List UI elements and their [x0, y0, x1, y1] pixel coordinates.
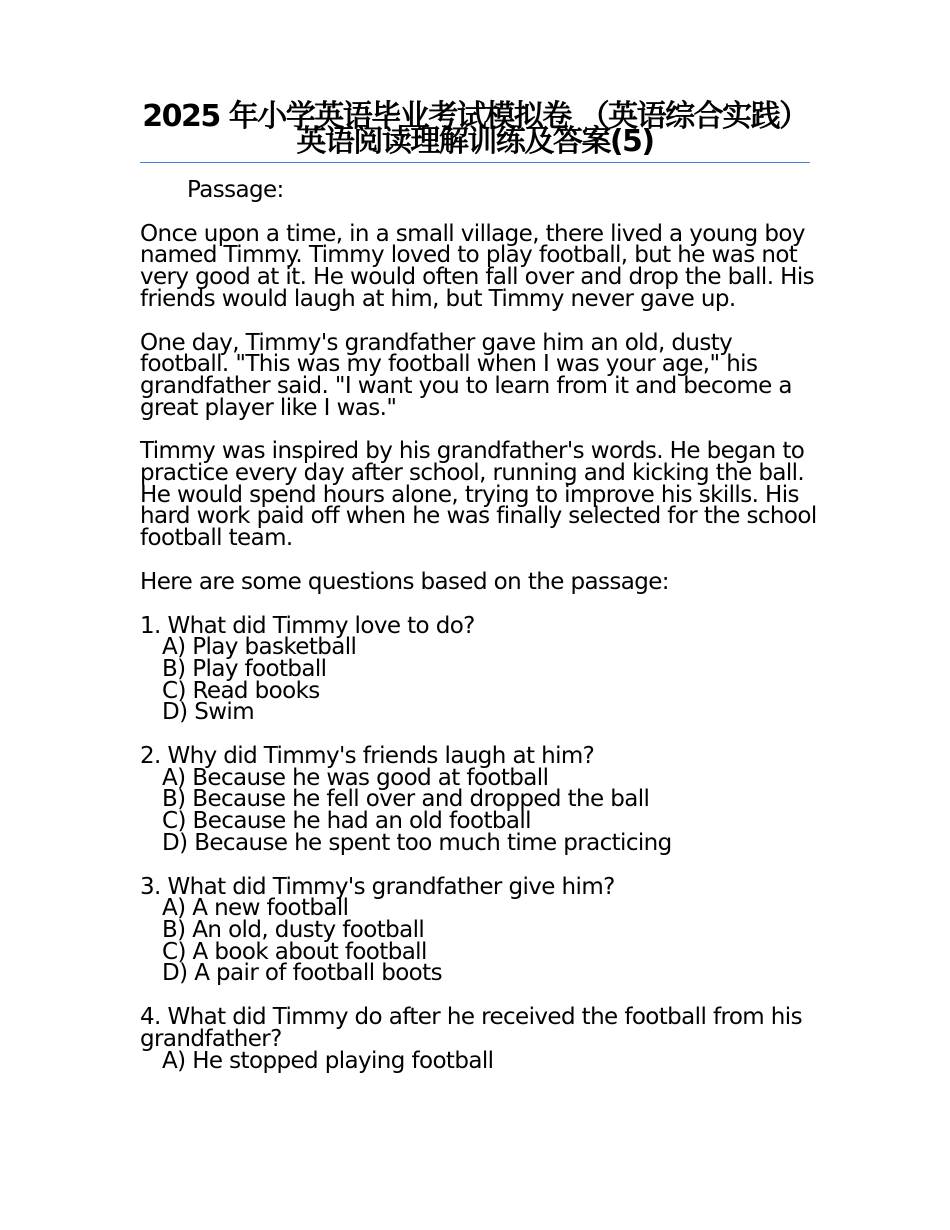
option-d: D) Swim — [162, 699, 255, 726]
question-text: 2. Why did Timmy's friends laugh at him? — [140, 743, 595, 770]
option-c: C) Because he had an old football — [162, 808, 531, 835]
questions-intro: Here are some questions based on the passage: — [140, 568, 669, 595]
question-4 — [140, 1004, 820, 1074]
option-d: D) A pair of football boots — [162, 960, 442, 987]
passage-paragraph-1: Once upon a time, in a small village, there lived a young boy named Timmy. Timmy loved to play football, but he was not very good at it. He would often fall over and drop the ball. His friends would laugh at him, but Timmy never gave up. — [140, 220, 815, 312]
passage-label: Passage: — [187, 177, 284, 203]
passage-paragraph-2: One day, Timmy's grandfather gave him an old, dusty football. "This was my football when I was your age," his grandfather said. "I want you to learn from it and become a great player like I was." — [140, 329, 792, 421]
title-block — [140, 99, 810, 163]
document-title: 2025 年小学英语毕业考试模拟卷 （英语综合实践）英语阅读理解训练及答案(5) — [142, 99, 808, 159]
option-a: A) Play basketball — [162, 634, 357, 661]
option-b: B) An old, dusty football — [162, 916, 425, 943]
question-2 — [140, 743, 820, 856]
option-b: B) Because he fell over and dropped the ball — [162, 786, 650, 813]
question-text: 4. What did Timmy do after he received the football from his grandfather? — [140, 1004, 802, 1052]
option-a: A) A new football — [162, 895, 349, 922]
question-text: 3. What did Timmy's grandfather give him? — [140, 873, 615, 900]
option-c: C) Read books — [162, 677, 320, 704]
option-a: A) He stopped playing football — [162, 1047, 494, 1074]
option-b: B) Play football — [162, 655, 327, 682]
question-3 — [140, 873, 820, 987]
passage-paragraph-3: Timmy was inspired by his grandfather's words. He began to practice every day after school, running and kicking the ball. He would spend hours alone, trying to improve his skills. His hard work paid off when he was finally selected for the school football team. — [140, 438, 817, 552]
option-d: D) Because he spent too much time practicing — [162, 829, 672, 856]
option-a: A) Because he was good at football — [162, 764, 549, 791]
option-c: C) A book about football — [162, 938, 427, 965]
question-text: 1. What did Timmy love to do? — [140, 612, 475, 639]
question-1 — [140, 612, 820, 726]
document-body — [140, 177, 820, 1094]
